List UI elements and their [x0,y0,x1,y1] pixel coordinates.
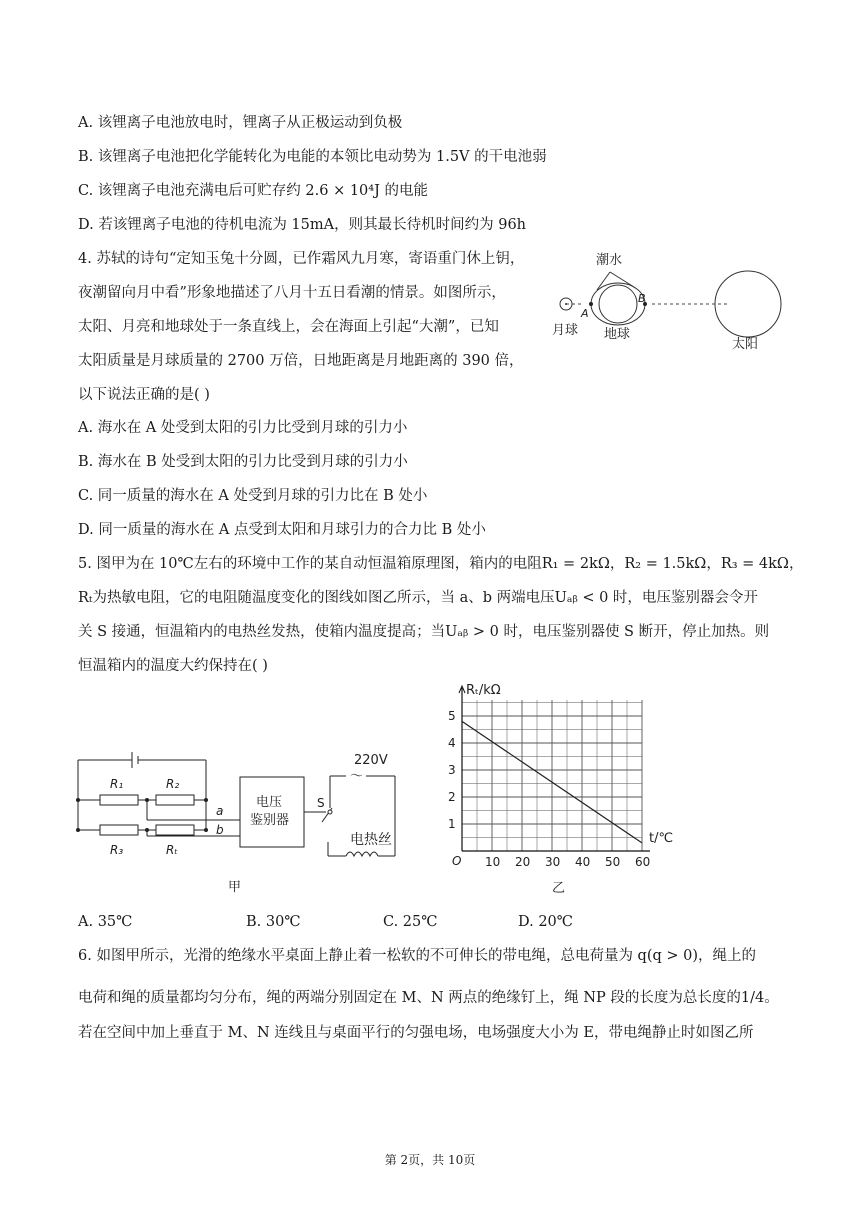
detector-label-1: 电压 [256,795,283,810]
r2-label: R₂ [166,777,180,791]
x-axis-label: t/℃ [649,831,674,846]
chart-grid [462,700,642,851]
x-tick-label: 30 [545,855,561,869]
circuit-figure [70,748,420,900]
resistor-r3 [100,825,138,835]
point-b-label: B [638,292,646,305]
rt-temperature-chart [440,680,700,900]
y-axis-label: Rₜ/kΩ [466,683,501,698]
x-tick-label: 40 [575,855,591,869]
voltage-detector-box [240,777,304,847]
q6-stem-line3: 若在空间中加上垂直于 M、N 连线且与桌面平行的匀强电场，电场强度大小为 E，带电绳静止时如图乙所 [78,1025,754,1041]
page-footer: 第 2页，共 10页 [384,1153,476,1167]
rt-label: Rₜ [166,843,178,857]
q5-stem-line3: 关 S 接通，恒温箱内的电热丝发热，使箱内温度提高；当Uₐᵦ > 0 时，电压鉴别器使 S 断开，停止加热。则 [78,624,770,640]
q3-option-d: D. 若该锂离子电池的待机电流为 15mA，则其最长待机时间约为 96h [78,217,527,233]
q3-option-b: B. 该锂离子电池把化学能转化为电能的本领比电动势为 1.5V 的干电池弱 [78,149,547,165]
q4-stem-line5: 以下说法正确的是( ) [78,387,210,403]
q4-option-a: A. 海水在 A 处受到太阳的引力比受到月球的引力小 [78,420,408,436]
x-tick-label: 20 [515,855,531,869]
y-tick-label: 1 [448,817,456,831]
tide-label: 潮水 [596,253,623,268]
resistor-r1 [100,795,138,805]
q4-option-d: D. 同一质量的海水在 A 点受到太阳和月球引力的合力比 B 处小 [78,522,486,538]
q4-stem-line1: 4. 苏轼的诗句“定知玉兔十分圆，已作霜风九月寒，寄语重门休上钥， [78,251,525,267]
ac-symbol: ～ [350,769,364,784]
x-tick-label: 10 [485,855,501,869]
terminal-b-label: b [216,823,224,837]
earth-label: 地球 [604,327,631,342]
y-tick-label: 5 [448,709,456,723]
q5-option-d: D. 20℃ [518,914,573,930]
r3-label: R₃ [110,843,124,857]
q6-stem-line2: 电荷和绳的质量都均匀分布，绳的两端分别固定在 M、N 两点的绝缘钉上，绳 NP 段的长度为总长度的1/4。 [78,990,779,1006]
heater-label: 电热丝 [350,832,392,848]
x-tick-label: 50 [605,855,621,869]
earth-icon [599,285,637,323]
figure-caption-jia: 甲 [228,880,242,895]
detector-label-2: 鉴别器 [250,813,290,828]
y-tick-label: 2 [448,790,456,804]
resistor-r2 [156,795,194,805]
q5-option-b: B. 30℃ [246,914,301,930]
voltage-label: 220V [354,753,388,768]
q5-option-c: C. 25℃ [383,914,438,930]
chart-axes [459,686,650,851]
y-tick-label: 3 [448,763,456,777]
q4-stem-line2: 夜潮留向月中看”形象地描述了八月十五日看潮的情景。如图所示， [78,285,506,301]
point-a [589,302,593,306]
origin-label: O [452,854,462,868]
q4-stem-line4: 太阳质量是月球质量的 2700 万倍，日地距离是月地距离的 390 倍， [78,353,524,369]
moon-label: 月球 [552,323,579,338]
q3-option-a: A. 该锂离子电池放电时，锂离子从正极运动到负极 [78,115,403,131]
q5-stem-line1: 5. 图甲为在 10℃左右的环境中工作的某自动恒温箱原理图，箱内的电阻R₁ = 2kΩ，R₂ = 1.5kΩ，R₃ = 4kΩ， [78,556,804,572]
q5-option-a: A. 35℃ [78,914,133,930]
q4-option-c: C. 同一质量的海水在 A 处受到月球的引力比在 B 处小 [78,488,428,504]
resistor-rt [156,825,194,835]
q5-stem-line4: 恒温箱内的温度大约保持在( ) [78,658,268,674]
q5-stem-line2: Rₜ为热敏电阻，它的电阻随温度变化的图线如图乙所示，当 a、b 两端电压Uₐᵦ < 0 时，电压鉴别器会令开 [78,590,758,606]
point-a-label: A [581,307,589,320]
r1-label: R₁ [110,777,124,791]
q4-figure [552,242,792,352]
y-tick-label: 4 [448,736,456,750]
heater-coil-icon [346,852,378,856]
terminal-a-label: a [216,804,224,818]
q4-stem-line3: 太阳、月亮和地球处于一条直线上，会在海面上引起“大潮”，已知 [78,319,499,335]
x-tick-label: 60 [635,855,651,869]
q3-option-c: C. 该锂离子电池充满电后可贮存约 2.6 × 10⁴J 的电能 [78,183,429,199]
q4-option-b: B. 海水在 B 处受到太阳的引力比受到月球的引力小 [78,454,408,470]
q6-stem-line1: 6. 如图甲所示，光滑的绝缘水平桌面上静止着一松软的不可伸长的带电绳，总电荷量为 q(q > 0)，绳上的 [78,948,757,964]
switch-label: S [317,796,325,810]
figure-caption-yi: 乙 [552,881,566,896]
sun-label: 太阳 [732,337,759,352]
